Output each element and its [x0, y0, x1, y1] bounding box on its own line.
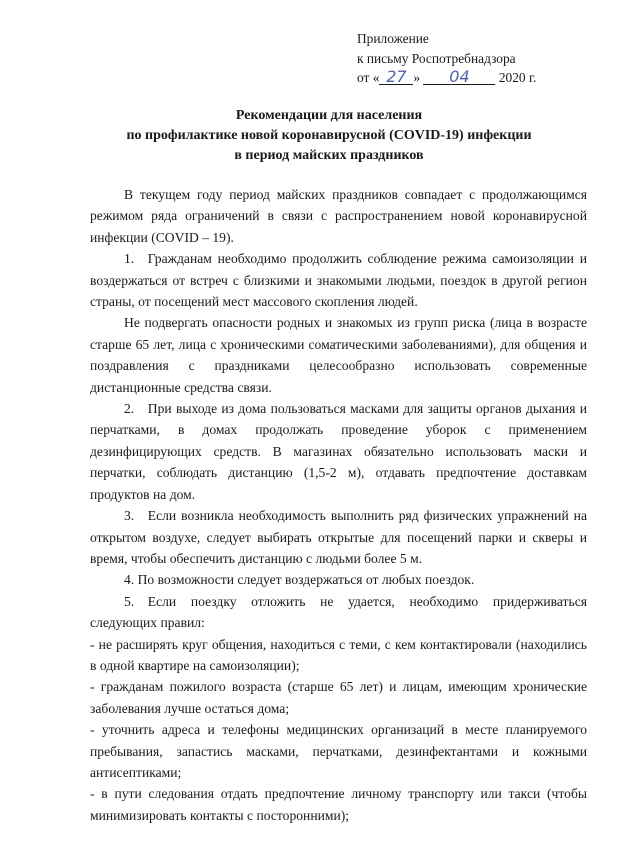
list-item: - гражданам пожилого возраста (старше 65 лет) и лицам, имеющим хронические заболевания лучше остаться дома;: [90, 679, 587, 716]
annex-label: Приложение: [357, 31, 429, 46]
annex-letter-ref: к письму Роспотребнадзора: [357, 50, 516, 66]
paragraph-item-1: 1. Гражданам необходимо продолжить соблюдение режима самоизоляции и воздержаться от встреч с близкими и знакомыми людьми, поездок в другой регион страны, от посещений мест массового скопления людей.: [90, 251, 587, 310]
paragraph-item-4: 4. По возможности следует воздержаться от любых поездок.: [124, 572, 475, 588]
date-month-handwritten: 04: [423, 70, 495, 85]
paragraph-item-2: 2. При выходе из дома пользоваться масками для защиты органов дыхания и перчатками, в домах продолжать проведение уборок с применением дезинфицирующих средств. В магазинах обязательно использовать маски и перчатки, соблюдать дистанцию (1,5-2 м), отдавать предпочтение доставкам продуктов на дом.: [90, 401, 587, 502]
paragraph-item-3: 3. Если возникла необходимость выполнить ряд физических упражнений на открытом воздухе, следует выбирать открытые для посещений парки и скверы и время, чтобы обеспечить дистанцию с людьми более 5 м.: [90, 508, 587, 566]
date-day-handwritten: 27: [379, 70, 413, 85]
date-year: 2020 г.: [498, 70, 537, 85]
annex-header: [357, 29, 536, 88]
title-line-2: по профилактике новой коронавирусной (COVID-19) инфекции: [126, 128, 532, 143]
paragraph-risk-groups: Не подвергать опасности родных и знакомых из групп риска (лица в возрасте старше 65 лет, лица с хроническими соматическими заболеваниями), для общения и поздравления с праздниками целесообразно использовать современные дистанционные средства связи.: [90, 315, 587, 395]
list-item: - уточнить адреса и телефоны медицинских организаций в месте планируемого пребывания, запастись масками, перчатками, дезинфектантами и кожными антисептиками;: [90, 722, 587, 780]
paragraph-intro: В текущем году период майских праздников совпадает с продолжающимся режимом ряда ограничений в связи с распространением новой коронавирусной инфекции (COVID – 19).: [90, 187, 587, 245]
title-line-3: в период майских праздников: [234, 148, 424, 163]
date-prefix: от «: [357, 70, 380, 85]
document-body: [90, 184, 587, 826]
list-item: - в пути следования отдать предпочтение личному транспорту или такси (чтобы минимизировать контакты с посторонними);: [90, 786, 587, 823]
document-title: [0, 106, 626, 166]
annex-date-line: [357, 68, 536, 88]
paragraph-item-5: 5. Если поездку отложить не удается, необходимо придерживаться следующих правил:: [90, 593, 587, 631]
list-item: - не расширять круг общения, находиться с теми, с кем контактировали (находились в одной квартире на самоизоляции);: [90, 636, 587, 673]
title-line-1: Рекомендации для населения: [235, 108, 423, 123]
date-mid: »: [413, 70, 421, 85]
